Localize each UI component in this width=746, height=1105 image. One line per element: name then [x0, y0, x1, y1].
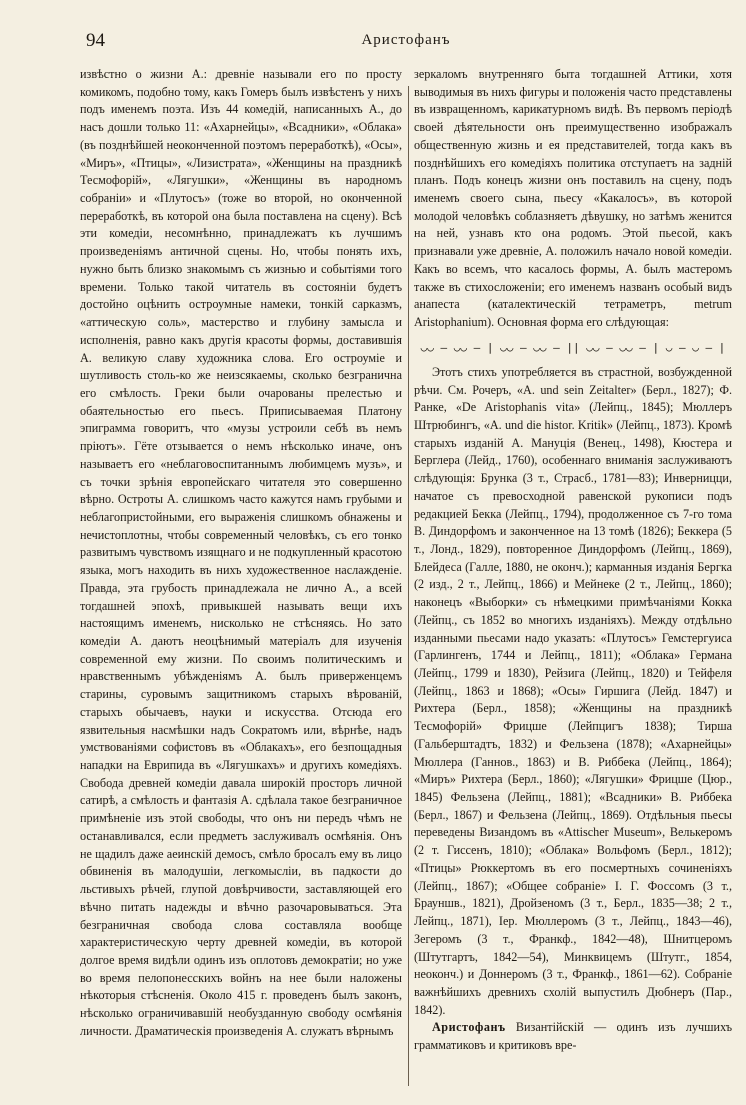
left-paragraph: извѣстно о жизни А.: древніе называли его по просту комикомъ, подобно тому, какъ Гомеръ былъ извѣстенъ у нихъ подъ именемъ поэта. Изъ 44 комедій, написанныхъ А., до насъ дошли только 11: «Ахарнейцы», «Всадники», «Облака» (въ позднѣйшей неоконченной поэтомъ переработкѣ), «Осы», «Миръ», «Птицы», «Лизистрата», «Женщины на праздникѣ Тесмофорій», «Лягушки», «Женщины въ народномъ собраніи» и «Плутосъ» (тоже во второй, но оконченной переработкѣ, въ которой она была поставлена на сцену). Всѣ эти комедіи, несомнѣнно, принадлежатъ къ лучшимъ произведеніямъ античной сцены. Но, чтобы понять ихъ, нужно быть близко знакомымъ съ жизнью и событіями того времени. Только такой читатель въ состояніи будетъ достойно оцѣнить остроумные намеки, тонкій сарказмъ, «аттическую соль», мастерство и глубину замысла и исполненія, равно какъ другія красоты формы, доставившія А. великую славу художника слова. Его остроуміе и шутливость столь-ко же неизсякаемы, сколько безгранична его смѣлость. Греки были очарованы прелестью и обаятельностью его пьесъ. Приписываемая Платону эпиграмма говоритъ, что «музы устроили себѣ въ немъ пріютъ». Гёте отзывается о немъ нѣсколько иначе, онъ называетъ его «неблаговоспитаннымъ любимцемъ музъ», и съ точки зрѣнія европейскаго читателя это совершенно вѣрно. Остроты А. слишкомъ часто кажутся намъ грубыми и неблагопристойными, его выраженія слишкомъ обнажены и нечистоплотны, чтобы современный человѣкъ, съ его тонко развитымъ чувствомъ изящнаго и не подкупленный красотою языка, могъ находить въ нихъ художественное наслажденіе. Правда, эта грубость принадлежала не лично А., а всей тогдашней эпохѣ, привыкшей называть вещи ихъ настоящимъ именемъ, нисколько не стѣсняясь. Но зато комедіи А. даютъ неоцѣнимый матеріалъ для изученія современной ему жизни. По своимъ политическимъ и нравственнымъ убѣжденіямъ А. былъ приверженцемъ старины, суровымъ защитникомъ старыхъ вѣрованій, старыхъ обычаевъ, науки и искусства. Отсюда его язвительныя насмѣшки надъ Сократомъ или, вѣрнѣе, надъ умствованіями софистовъ въ «Облакахъ», его безпощадныя нападки на Еврипида въ «Лягушкахъ» и другихъ комедіяхъ. Свобода древней комедіи давала широкій просторъ личной сатирѣ, а смѣлость и фантазія А. сдѣлала такое безграничное примѣненіе изъ этой свободы, что онъ ни передъ чѣмъ не останавливался, если предметъ заслуживалъ осмѣянія. Онъ не щадилъ даже аеинскій демосъ, смѣло бросалъ ему въ лицо обвиненія въ малодушіи, легкомысліи, въ падкости до льстивыхъ рѣчей, глупой довѣрчивости, заставляющей его вѣчно питать надежды и вѣчно разочаровываться. Эта безграничная свобода слова составляла вообще характеристическую черту древней комедіи, въ которой долгое время видѣли одинъ изъ оплотовъ демократіи; но уже во время пелопонесскихъ войнъ на нее были наложены нѣкоторыя стѣсненія. Около 415 г. проведенъ былъ законъ, нѣсколько ограничивавшій необузданную свободу осмѣянія личности. Драматическія произведенія А. служатъ вѣрнымъ [80, 67, 402, 1038]
column-divider [408, 86, 409, 1086]
page-number: 94 [86, 30, 105, 51]
metre-scheme: ◡◡ — ◡◡ — | ◡◡ — ◡◡ — || ◡◡ — ◡◡ — | ◡ — ◡ — | [420, 340, 726, 354]
next-entry [414, 1019, 732, 1054]
page-header [86, 30, 726, 54]
entry-text: Византійскій — одинъ изъ лучшихъ грамматиковъ и критиковъ вре- [414, 1020, 732, 1053]
right-paragraph-2: Этотъ стихъ употребляется въ страстной, возбужденной рѣчи. См. Рочеръ, «A. und sein Zeitalter» (Берл., 1827); Ф. Ранке, «De Aristophanis vita» (Лейпц., 1845); Мюллеръ Штрюбингъ, «A. und die histor. Kritik» (Лейпц., 1873). Кромѣ старыхъ изданій А. Мануція (Венец., 1498), Кюстера и Берглера (Лейд., 1760), особеннаго вниманія заслуживаютъ слѣдующія: Брунка (3 т., Страсб., 1781—83); Инверницци, начатое съ превосходной равенской рукописи подъ редакцией Бекка (Лейпц., 1794), продолженное съ 7-го тома В. Диндорфомъ и законченное на 13 томѣ (1826); Беккера (5 т., Лонд., 1829), повторенное Диндорфомъ (Лейпц., 1869), Блейдеса (Галле, 1880, не оконч.); карманныя изданія Бергка (2 изд., 2 т., Лейпц., 1866) и Мейнеке (2 т., Лейпц., 1860); наконецъ «Выборки» съ нѣмецкими примѣчаніями Кокка (Лейпц., съ 1852 во многихъ изданіяхъ). Между отдѣльно изданными пьесами надо указать: «Плутосъ» Гемстергуиса (Гарлингенъ, 1744 и Лейпц., 1811); «Облака» Германа (Лейпц., 1799 и 1830), Рейзига (Лейпц., 1820) и Тейфеля (Лейпц., 1863 и 1868); «Осы» Гиршига (Лейд. 1847) и Рихтера (Берл., 1858); «Женщины на праздникѣ Тесмофорій» Фрицше (Лейпцигъ 1838); Тирша (Гальберштадтъ, 1832) и Фельзена (1878); «Ахарнейцы» Мюллера (Ганнов., 1863) и В. Риббека (Лейпц., 1864); «Миръ» Рихтера (Берл., 1860); «Лягушки» Фрицше (Цюр., 1845) Фельзена (Лейпц., 1881); «Всадники» В. Риббека (Берл., 1867) и Фельзена (Лейпц., 1869). Отдѣльныя пьесы переведены Визандомъ въ «Attischer Museum», Велькеромъ (2 т. Гиссенъ, 1810); «Облака» Вольфомъ (Берл., 1812); «Птицы» Рюккертомъ въ его посмертныхъ сочиненіяхъ (Лейпц., 1867); «Общее собраніе» І. Г. Фоссомъ (3 т., Брауншв., 1821), Дройзеномъ (3 т., Берл., 1835—38; 2 т., Лейпц., 1871), Іер. Мюллеромъ (3 т., Лейпц., 1843—46), Зегеромъ (3 т., Франкф., 1842—48), Шнитцеромъ (Штутгартъ, 1842—54), Минквицемъ (Штутг., 1854, неоконч.) и Доннеромъ (3 т., Франкф., 1861—62). Собраніе важнѣйшихъ древнихъ схолій выпустилъ Дюбнеръ (Пар., 1842). [414, 364, 732, 1017]
right-paragraph-1: зеркаломъ внутренняго быта тогдашней Аттики, хотя выводимыя въ нихъ фигуры и положенія часто представлены въ извращенномъ, карикатурномъ видѣ. Въ первомъ періодѣ своей дѣятельности онъ преимущественно изображалъ общественную жизнь и ея представителей, тогда какъ въ позднѣйшихъ его комедіяхъ политика отступаетъ на задній планъ. Подъ конецъ жизни онъ поставилъ на сцену, подъ именемъ своего сына, пьесу «Какалосъ», въ которой молодой человѣкъ соблазняетъ дѣвушку, но затѣмъ женится на ней, узнавъ кто она родомъ. Этой пьесой, какъ признавали уже древніе, А. положилъ начало новой комедіи. Какъ во всемъ, что касалось формы, А. былъ мастеромъ также въ стихосложеніи; его именемъ названъ особый видъ анапеста (каталектическій тетраметръ, metrum Aristophanium). Основная форма его слѣдующая: [414, 67, 732, 330]
entry-headword: Аристофанъ [432, 1020, 506, 1035]
left-column [80, 66, 402, 1041]
right-column [414, 66, 732, 1055]
running-title: Аристофанъ [361, 32, 451, 48]
